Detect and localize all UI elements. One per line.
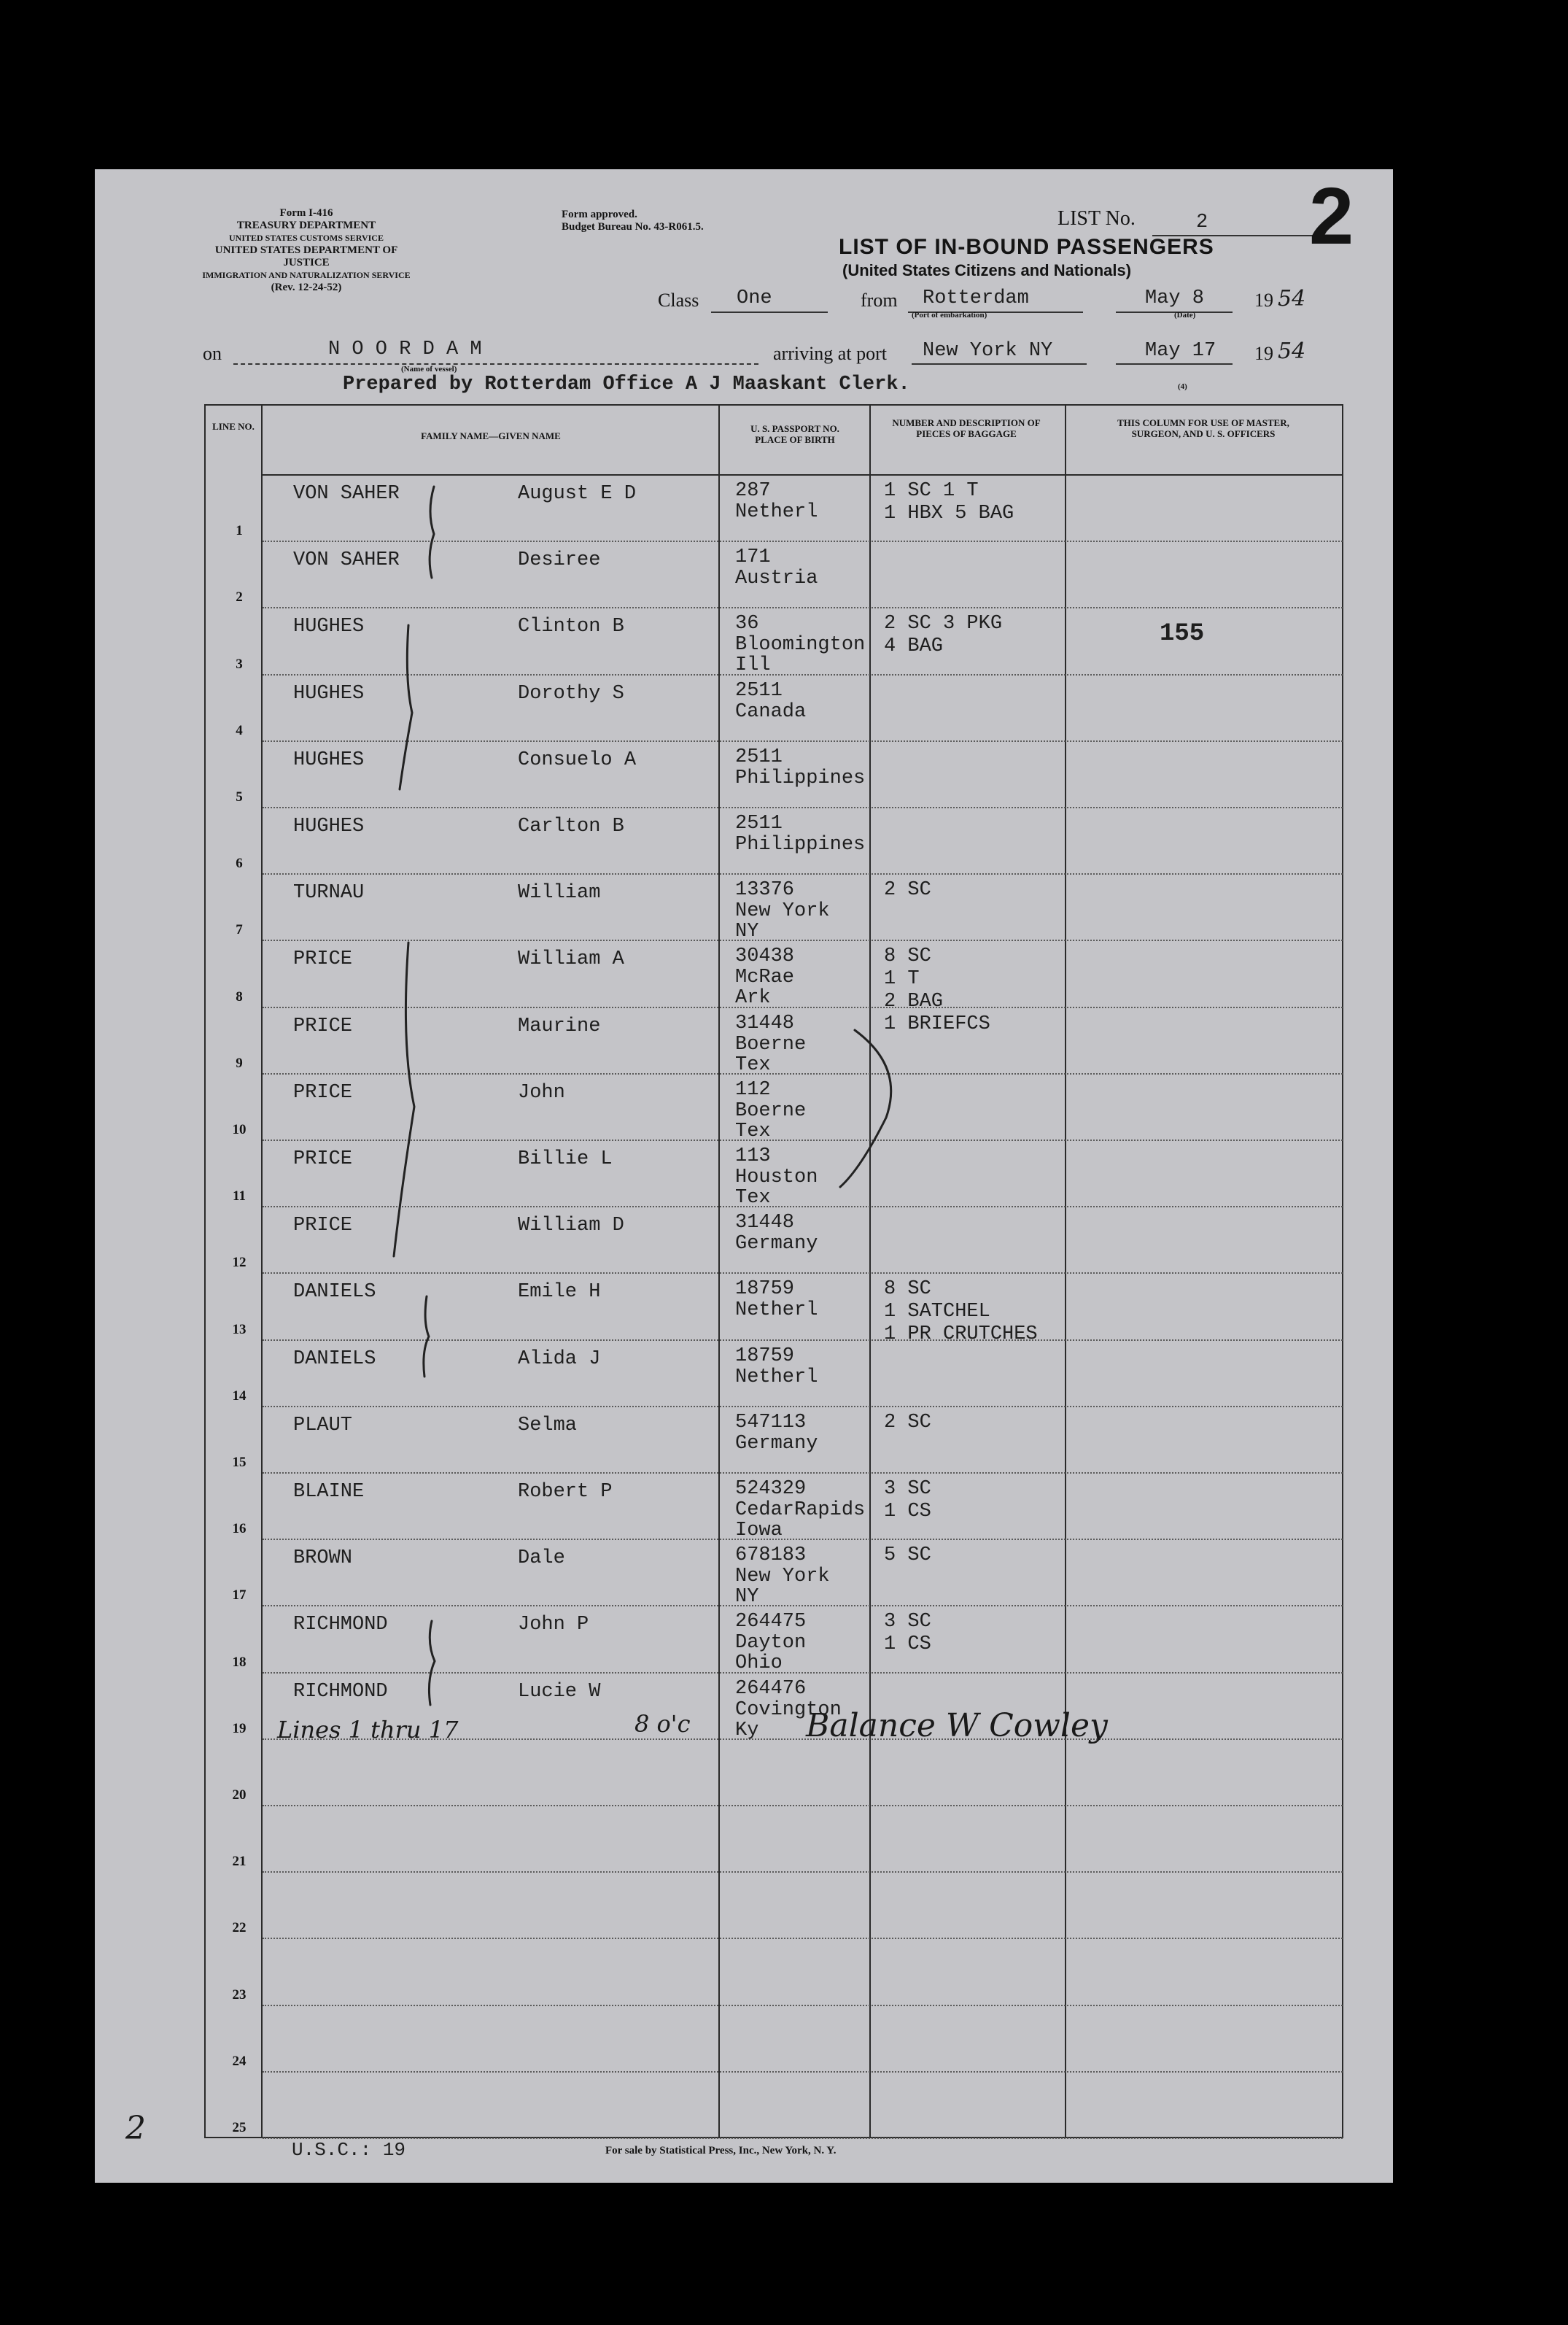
line-number: 11 [233,1188,246,1204]
place-of-birth: Boerne Tex [735,1099,807,1142]
passenger-given-name: Desiree [518,549,601,572]
passenger-family-name: HUGHES [293,682,365,705]
passport-number: 18759 [735,1345,795,1367]
line-number: 9 [236,1055,243,1071]
passport-number: 547113 [735,1411,807,1434]
line-number: 15 [232,1455,247,1470]
place-of-birth: New York NY [735,1566,830,1609]
line-number: 16 [232,1521,247,1537]
passenger-family-name: HUGHES [293,816,365,837]
passenger-given-name: William [518,882,601,905]
place-of-birth: CedarRapids Iowa [735,1499,866,1541]
form-revision: (Rev. 12-24-52) [271,282,342,293]
passport-number: 30438 [735,945,795,968]
passport-number: 524329 [735,1478,807,1500]
line-number: 12 [232,1255,247,1271]
class-label: Class [658,290,699,311]
arrival-port: New York NY [923,340,1053,362]
passenger-given-name: Robert P [518,1481,613,1503]
justice-dept: UNITED STATES DEPARTMENT OF JUSTICE [214,244,398,268]
passenger-family-name: PRICE [293,948,353,971]
budget-bureau: Budget Bureau No. 43-R061.5. [562,221,704,233]
baggage-item: 1 SATCHEL [884,1301,990,1323]
line-number: 22 [232,1920,247,1936]
customs-service: UNITED STATES CUSTOMS SERVICE [229,233,384,243]
baggage-item: 1 BRIEFCS [884,1013,990,1036]
arriving-label: arriving at port [773,343,887,364]
passport-number: 18759 [735,1278,795,1301]
passport-number: 171 [735,546,771,569]
document-title: LIST OF IN-BOUND PASSENGERS [839,235,1214,259]
passenger-family-name: PRICE [293,1215,353,1237]
place-of-birth: Dayton Ohio [735,1632,807,1675]
baggage-item: 2 BAG [884,991,944,1013]
col-header-baggage: NUMBER AND DESCRIPTION OF PIECES OF BAGGAGE [892,417,1041,439]
passenger-given-name: William A [518,948,624,971]
line-number: 8 [236,989,243,1005]
passenger-family-name: PRICE [293,1081,353,1104]
passenger-family-name: DANIELS [293,1281,376,1304]
pen-markings [95,169,1393,2183]
baggage-item: 1 SC 1 T [884,480,979,502]
signature-left: Lines 1 thru 17 [277,1716,459,1744]
approval-text: Form approved. [562,209,637,220]
line-number: 24 [232,2053,247,2069]
passenger-given-name: John P [518,1614,589,1636]
line-number: 17 [232,1587,247,1603]
passenger-given-name: August E D [518,483,637,505]
line-number: 4 [236,722,243,738]
line-number: 2 [236,589,243,606]
departure-date: May 8 [1145,287,1205,309]
caption-four: (4) [1178,382,1187,391]
passenger-given-name: John [518,1081,565,1104]
vessel-name: N O O R D A M [328,339,482,360]
signature-middle: 8 o'c [634,1710,691,1738]
passenger-family-name: VON SAHER [293,483,400,505]
arrival-year-prefix: 19 [1254,343,1273,364]
place-of-birth: Canada [735,700,807,723]
passenger-family-name: PRICE [293,1015,353,1037]
line-number: 18 [232,1654,247,1670]
place-of-birth: Germany [735,1233,818,1256]
col-header-passport: U. S. PASSPORT NO. PLACE OF BIRTH [750,423,839,445]
line-number: 1 [236,523,243,539]
baggage-item: 3 SC [884,1478,931,1500]
passenger-given-name: Consuelo A [518,748,637,771]
passport-number: 264476 [735,1677,807,1700]
passenger-given-name: Dale [518,1547,565,1570]
place-of-birth: Covington Ky [735,1698,842,1741]
line-number: 23 [232,1986,247,2003]
class-value: One [737,287,772,309]
prepared-by: Prepared by Rotterdam Office A J Maaskant Clerk. [343,374,910,395]
line-number: 19 [232,1720,247,1736]
place-of-birth: Germany [735,1432,818,1455]
passenger-family-name: HUGHES [293,748,365,771]
baggage-item: 3 SC [884,1611,931,1633]
line-number: 13 [232,1321,247,1337]
passenger-given-name: Alida J [518,1347,601,1370]
passenger-given-name: Billie L [518,1148,613,1170]
passenger-family-name: RICHMOND [293,1680,388,1703]
line-number: 20 [232,1787,247,1803]
signature-right: Balance W Cowley [806,1707,1108,1744]
line-number: 14 [232,1388,247,1404]
place-of-birth: Houston Tex [735,1167,818,1209]
passenger-given-name: Carlton B [518,816,624,837]
place-of-birth: Netherl [735,1366,818,1388]
line-number: 5 [236,789,243,805]
baggage-item: 1 HBX 5 BAG [884,503,1014,525]
on-label: on [203,343,222,364]
passport-number: 2511 [735,813,783,835]
vessel-caption: (Name of vessel) [401,365,457,374]
place-of-birth: Philippines [735,767,866,789]
passenger-given-name: Selma [518,1414,578,1436]
passenger-manifest-page [95,169,1393,2183]
place-of-birth: New York NY [735,900,830,943]
line-number: 10 [232,1122,247,1137]
place-of-birth: Netherl [735,501,818,523]
document-subtitle: (United States Citizens and Nationals) [842,261,1132,279]
list-no-value: 2 [1196,212,1208,233]
passenger-family-name: RICHMOND [293,1614,388,1636]
baggage-item: 4 BAG [884,635,944,658]
passport-number: 36 [735,613,759,635]
baggage-item: 1 T [884,968,920,991]
place-of-birth: Austria [735,568,818,590]
passenger-family-name: PLAUT [293,1414,353,1436]
baggage-item: 8 SC [884,945,931,968]
col-header-name: FAMILY NAME—GIVEN NAME [421,430,561,441]
passport-number: 13376 [735,879,795,902]
passenger-family-name: VON SAHER [293,549,400,572]
passport-number: 287 [735,480,771,502]
ins-service: IMMIGRATION AND NATURALIZATION SERVICE [202,270,411,280]
embarkation-caption: (Port of embarkation) [912,311,987,320]
baggage-item: 5 SC [884,1544,931,1567]
place-of-birth: Boerne Tex [735,1033,807,1076]
passenger-family-name: BROWN [293,1547,353,1570]
place-of-birth: McRae Ark [735,967,795,1010]
baggage-item: 2 SC 3 PKG [884,613,1003,635]
passenger-family-name: BLAINE [293,1481,365,1503]
passenger-given-name: Lucie W [518,1680,601,1703]
baggage-item: 1 CS [884,1501,931,1523]
place-of-birth: Philippines [735,834,866,856]
baggage-item: 8 SC [884,1278,931,1301]
date-caption: (Date) [1174,311,1196,320]
departure-year: 54 [1278,286,1306,312]
place-of-birth: Bloomington Ill [735,634,866,677]
passenger-given-name: Maurine [518,1015,601,1037]
baggage-item: 2 SC [884,879,931,902]
col-header-line: LINE NO. [212,421,255,432]
passport-number: 264475 [735,1611,807,1633]
passport-number: 2511 [735,679,783,702]
line-number: 6 [236,856,243,872]
arrival-year: 54 [1278,339,1306,364]
passenger-family-name: TURNAU [293,882,365,905]
baggage-item: 1 PR CRUTCHES [884,1323,1038,1346]
form-number: Form I-416 [279,207,333,219]
margin-number: 2 [125,2110,146,2147]
treasury-dept: TREASURY DEPARTMENT [236,220,376,231]
passenger-given-name: Dorothy S [518,682,624,705]
big-page-number: 2 [1309,171,1354,261]
year-prefix: 19 [1254,290,1273,311]
baggage-item: 1 CS [884,1633,931,1656]
col-header-officers: THIS COLUMN FOR USE OF MASTER, SURGEON, AND U. S. OFFICERS [1117,417,1289,439]
passport-number: 112 [735,1078,771,1101]
passport-number: 2511 [735,746,783,768]
footer-usc: U.S.C.: 19 [292,2139,406,2161]
officer-note: 155 [1160,620,1205,648]
footer-publisher: For sale by Statistical Press, Inc., New York, N. Y. [605,2145,837,2156]
baggage-item: 2 SC [884,1411,931,1434]
from-value: Rotterdam [923,287,1029,309]
line-number: 3 [236,656,243,672]
passenger-family-name: HUGHES [293,616,365,638]
passport-number: 31448 [735,1212,795,1234]
passenger-given-name: William D [518,1215,624,1237]
arrival-date: May 17 [1145,340,1216,362]
passenger-family-name: PRICE [293,1148,353,1170]
passenger-given-name: Emile H [518,1281,601,1304]
passport-number: 31448 [735,1012,795,1034]
list-no-label: LIST No. [1057,207,1136,230]
line-number: 21 [232,1854,247,1870]
passenger-family-name: DANIELS [293,1347,376,1370]
passport-number: 678183 [735,1544,807,1567]
from-label: from [861,290,898,311]
passport-number: 113 [735,1145,771,1167]
passenger-given-name: Clinton B [518,616,624,638]
place-of-birth: Netherl [735,1299,818,1322]
line-number: 7 [236,922,243,938]
line-number: 25 [232,2120,247,2135]
